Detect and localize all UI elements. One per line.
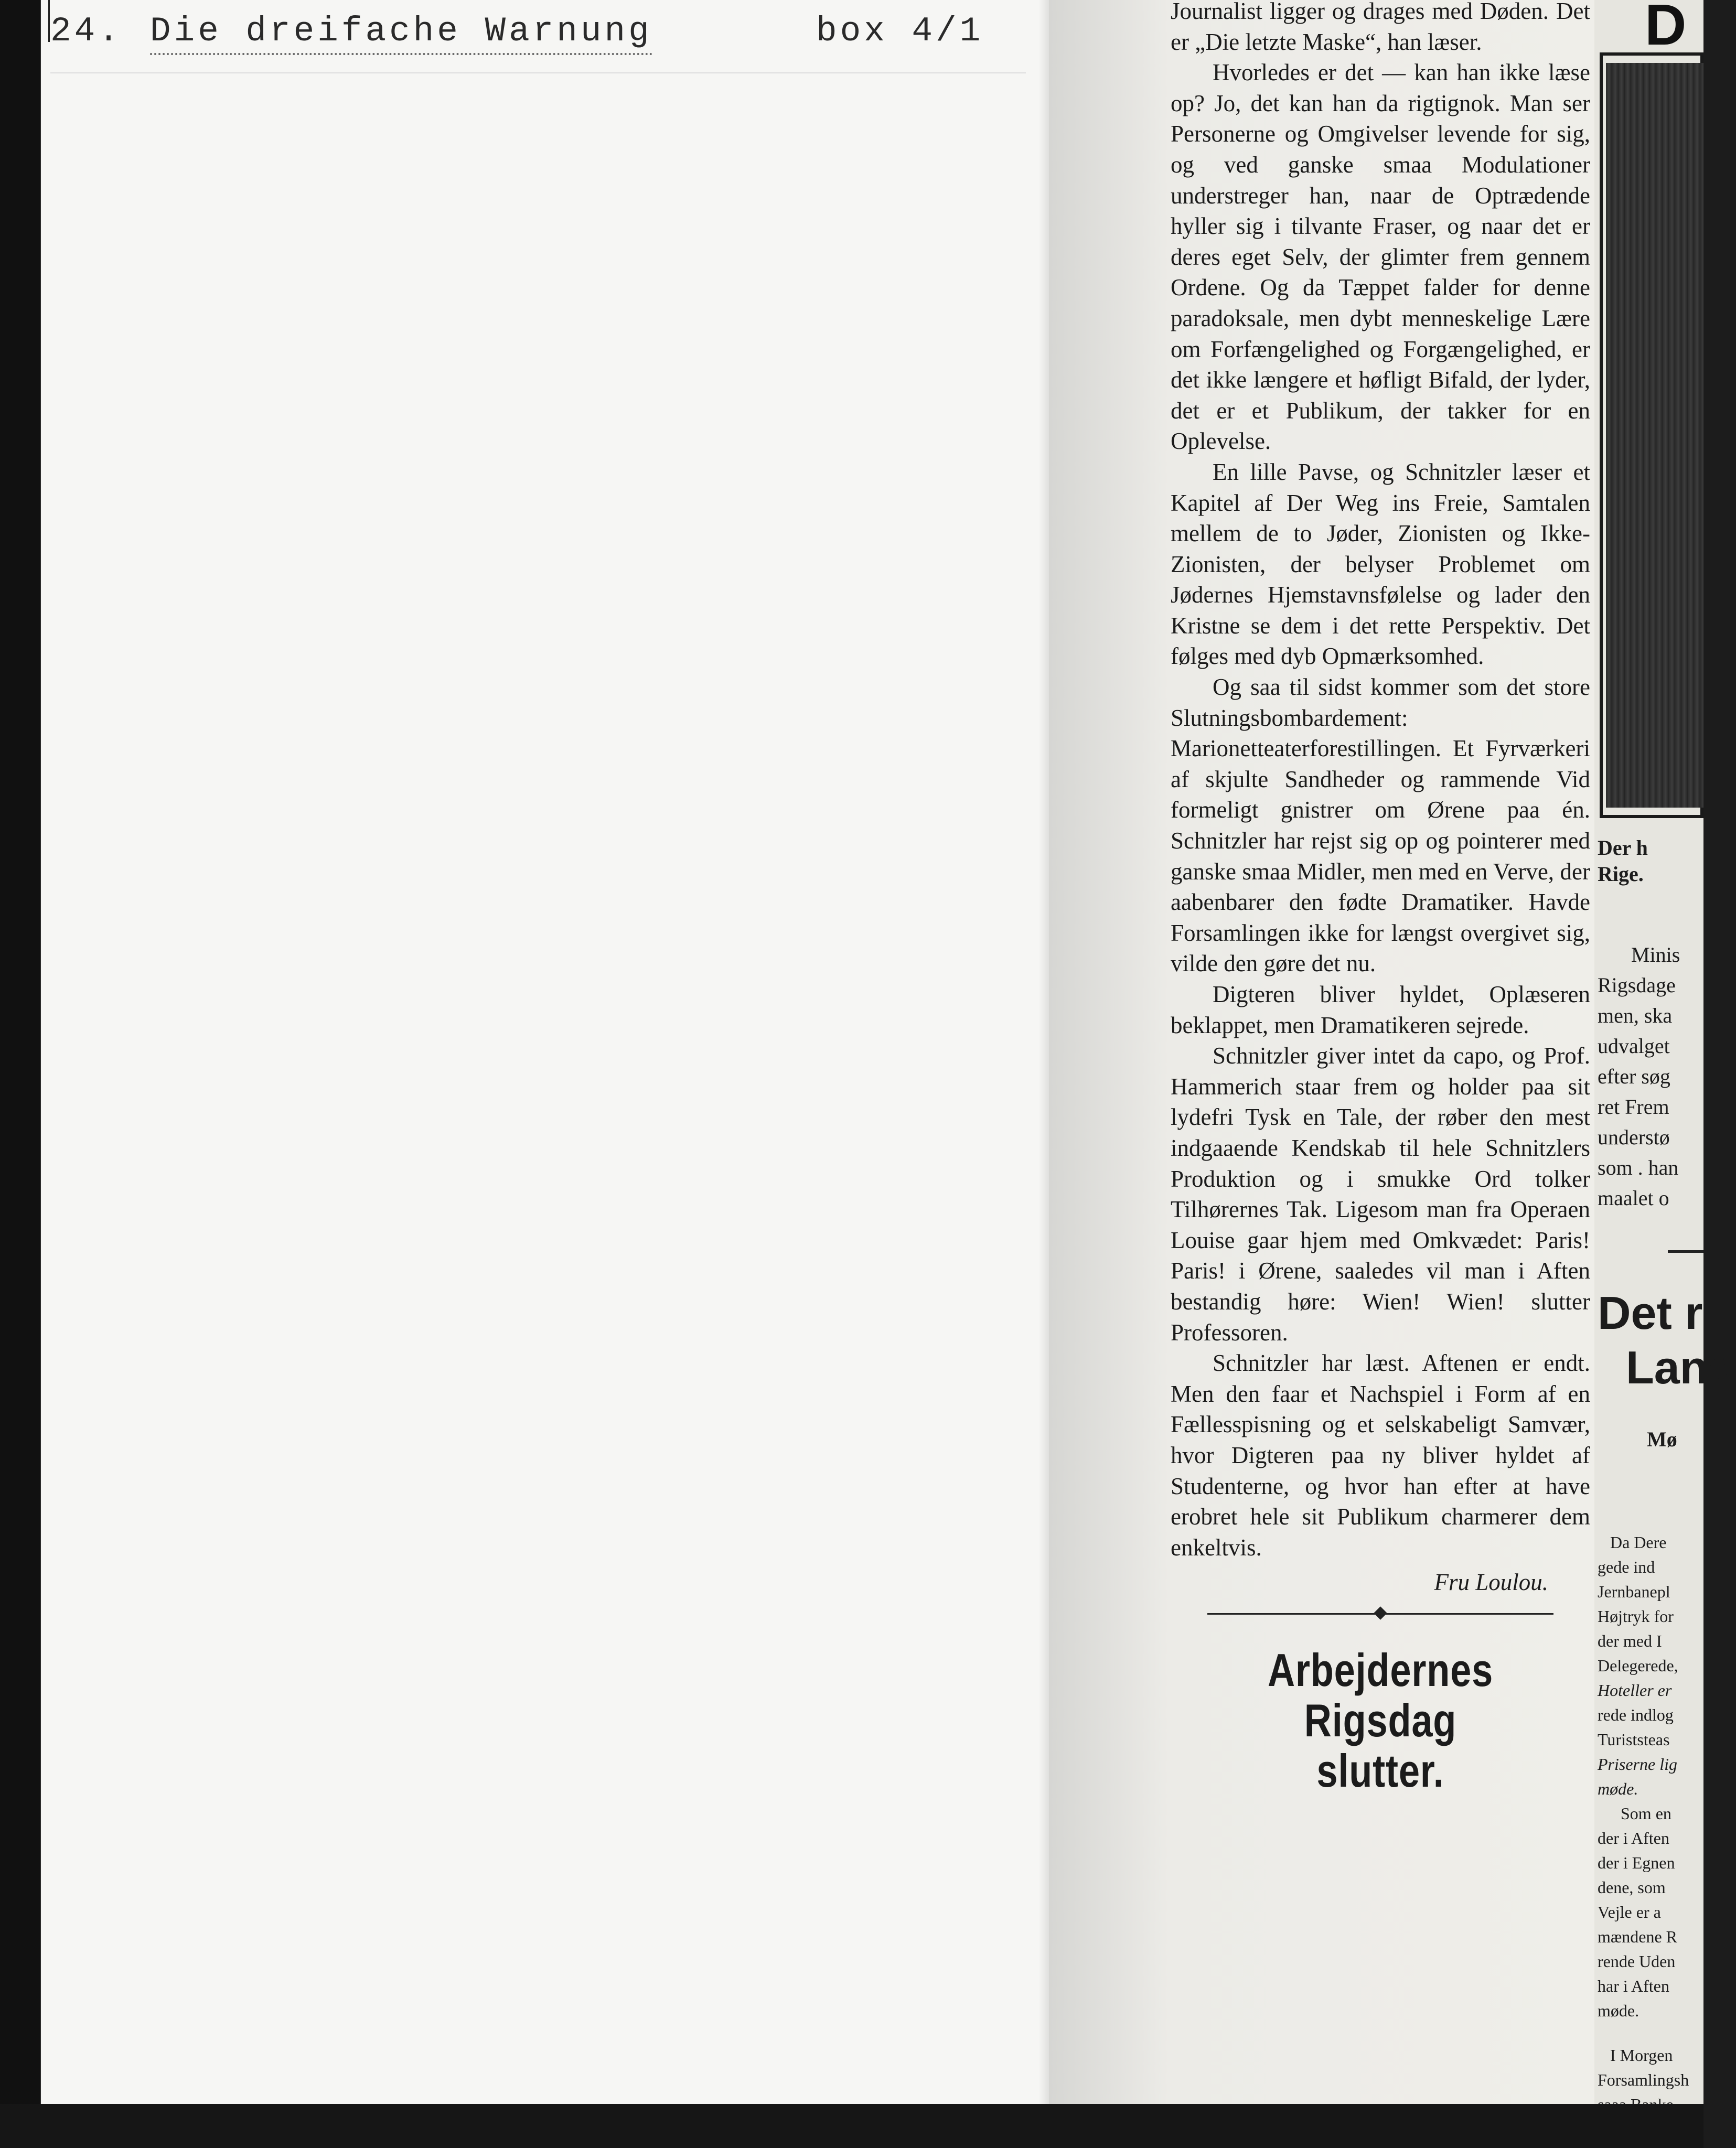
text-fragment: Vejle er a (1598, 1903, 1661, 1921)
text-fragment: Minis (1631, 943, 1680, 966)
headline-line-2: slutter. (1316, 1744, 1444, 1797)
text-fragment: rede indlog (1598, 1705, 1674, 1724)
text-fragment: Rigsdage (1598, 973, 1676, 997)
headline-line-1: Arbejdernes Rigsdag (1267, 1644, 1494, 1746)
text-fragment: møde. (1598, 2001, 1639, 2020)
article-paragraph: Schnitzler har læst. Aftenen er endt. Men den faar et Nachspiel i Form af en Fællesspisning og et selskabeligt Samvær, hvor Digteren paa ny bliver hyldet af Studenterne, og hvor han efter at have erobret hele sit Publikum charmerer dem enkeltvis. (1171, 1350, 1590, 1561)
article-paragraph: Hvorledes er det — kan han ikke læse op? Jo, det kan han da rigtignok. Man ser Personerne og Omgivelser levende for sig, og ved ganske smaa Modulationer understreger han, naar de Optrædende hyller sig i tilvante Fraser, og naar det er deres eget Selv, der glimter frem gennem Ordene. Og da Tæppet falder for denne paradoksale, men dybt menneskelige Lære om Forfængelighed og Forgængelighed, er det ikke længere et høfligt Bifald, der lyder, det er et Publikum, der takker for en Oplevelse. (1171, 59, 1590, 455)
adjacent-headline: Land (1626, 1341, 1736, 1393)
text-fragment: har i Aften (1598, 1977, 1669, 1995)
adjacent-subhead: Mø (1647, 1427, 1677, 1451)
archive-header (50, 12, 1026, 62)
article-paragraph: Schnitzler giver intet da capo, og Prof. Hammerich staar frem og holder paa sit lydefri Tysk en Tale, der røber den mest indgaaende Kendskab til hele Schnitzlers Produktion og i smukke Ord tolker Tilhørernes Tak. Ligesom man fra Operaen Louise gaar hjem med Omkvædet: Paris! Paris! i Ørene, saaledes vil man i Aften bestandig høre: Wien! Wien! slutter Professoren. (1171, 1043, 1590, 1346)
article-column (1171, 0, 1590, 1796)
scan-bottom-edge (0, 2104, 1703, 2148)
adjacent-column-strip (1594, 0, 1736, 2148)
text-fragment: der i Egnen (1598, 1853, 1675, 1872)
text-fragment: som . han (1598, 1156, 1679, 1179)
photo-caption-fragment: Der h (1598, 836, 1648, 860)
box-reference: box 4/1 (816, 12, 984, 51)
archive-cover-sheet (41, 0, 1090, 2104)
text-fragment: Højtryk for (1598, 1607, 1674, 1626)
text-fragment: møde. (1598, 1779, 1638, 1798)
text-fragment: Forsamlingsh (1598, 2070, 1689, 2089)
item-title: Die dreifache Warnung (150, 12, 652, 55)
text-fragment: gede ind (1598, 1558, 1655, 1576)
article-paragraph: Journalist ligger og drages med Døden. Det er „Die letzte Maske“, han læser. (1171, 0, 1590, 55)
section-divider (1207, 1603, 1553, 1624)
text-fragment: ret Frem (1598, 1095, 1669, 1119)
article-paragraph: Digteren bliver hyldet, Oplæseren beklappet, men Dramatikeren sejrede. (1171, 981, 1590, 1038)
text-fragment: Delegerede, (1598, 1656, 1678, 1675)
article-paragraph: Og saa til sidst kommer som det store Slutningsbombardement: Marionetteaterforestillingen. Et Fyrværkeri af skjulte Sandheder og rammende Vid formeligt gnistrer om Ørene paa én. Schnitzler har rejst sig op og pointerer med ganske smaa Midler, men med en Verve, der aabenbarer den fødte Dramatiker. Havde Forsamlingen ikke for længst overgivet sig, vilde den gøre det nu. (1171, 674, 1590, 977)
adjacent-headline: Det r (1598, 1287, 1703, 1339)
header-rule (50, 72, 1026, 73)
column-rule (1668, 1250, 1703, 1253)
text-fragment: efter søg (1598, 1065, 1670, 1088)
text-fragment: mændene R (1598, 1927, 1677, 1946)
text-fragment: maalet o (1598, 1186, 1669, 1210)
next-article-headline (1208, 1645, 1552, 1796)
sheet-edge-rule (48, 0, 50, 42)
text-fragment: Hoteller er (1598, 1681, 1672, 1700)
text-fragment: Priserne lig (1598, 1755, 1677, 1774)
text-fragment: dene, som (1598, 1878, 1666, 1897)
text-fragment: men, ska (1598, 1004, 1673, 1027)
text-fragment: Da Dere (1610, 1533, 1667, 1552)
item-number: 24. (50, 12, 122, 51)
text-fragment: Turiststeas (1598, 1730, 1670, 1749)
text-fragment: der med I (1598, 1631, 1662, 1650)
photo-caption-fragment: Rige. (1598, 862, 1644, 886)
text-fragment: der i Aften (1598, 1829, 1669, 1848)
text-fragment: Som en (1621, 1804, 1671, 1823)
article-signature: Fru Loulou. (1434, 1569, 1548, 1596)
text-fragment: udvalget (1598, 1034, 1670, 1058)
divider-ornament (1374, 1606, 1387, 1619)
text-fragment: rende Uden (1598, 1952, 1676, 1971)
newspaper-photo (1606, 63, 1703, 808)
text-fragment: Jernbanepl (1598, 1582, 1670, 1601)
article-paragraph: En lille Pavse, og Schnitzler læser et Kapitel af Der Weg ins Freie, Samtalen mellem de to Jøder, Zionisten og Ikke-Zionisten, der belyser Problemet om Jødernes Hjemstavnsfølelse og lader den Kristne se dem i det rette Perspektiv. Det følges med dyb Opmærksomhed. (1171, 458, 1590, 670)
text-fragment: I Morgen (1610, 2046, 1673, 2065)
adjacent-headline-letter: D (1645, 0, 1687, 57)
text-fragment: understø (1598, 1125, 1670, 1149)
